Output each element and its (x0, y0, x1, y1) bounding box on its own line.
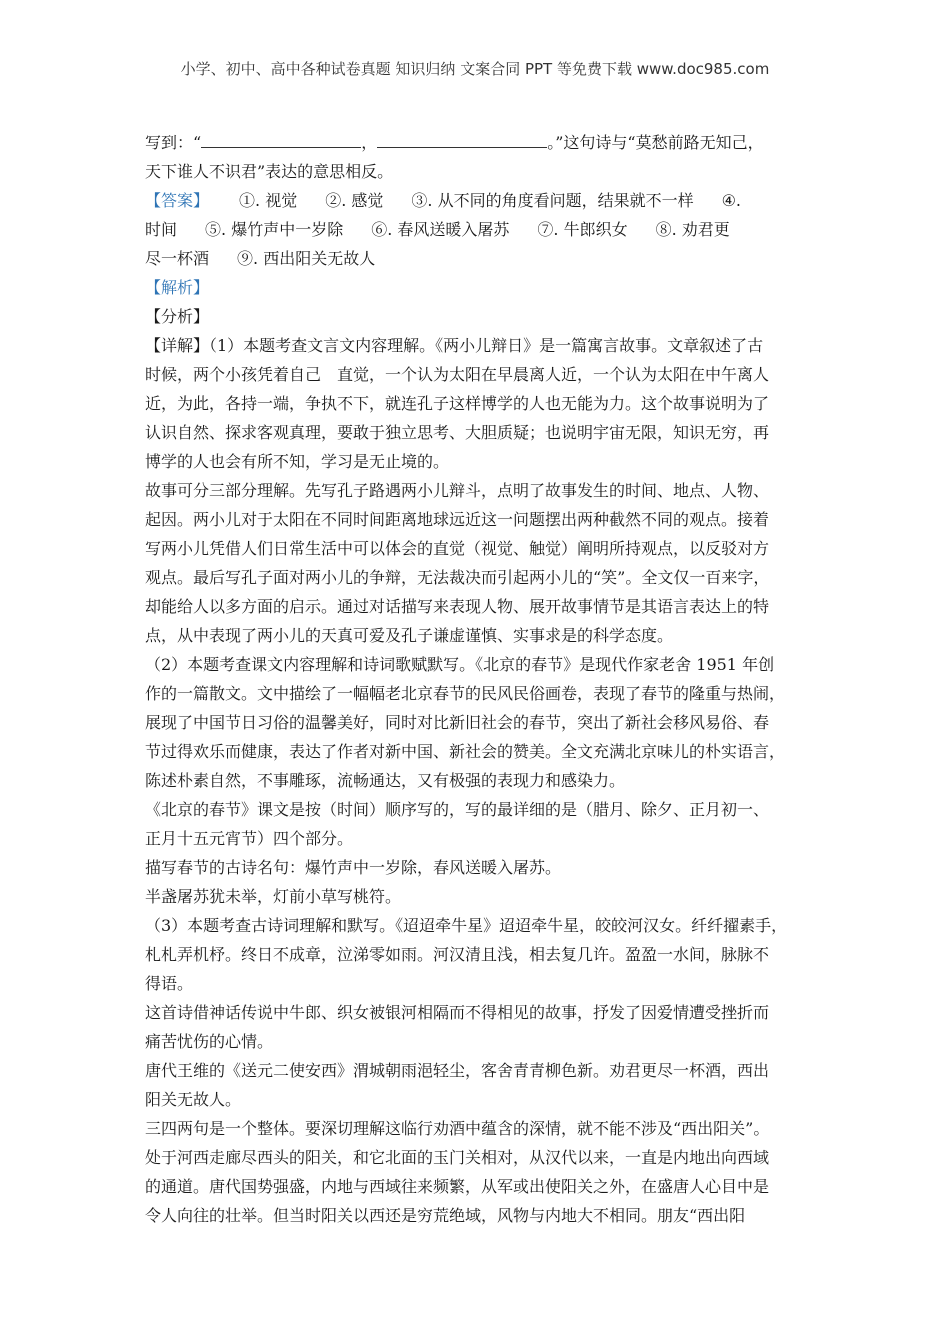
answer-line-2 (145, 215, 810, 244)
question-line-2: 天下谁人不识君”表达的意思相反。 (145, 162, 394, 181)
text-line: 作的一篇散文。文中描绘了一幅幅老北京春节的民风民俗画卷，表现了春节的隆重与热闹， (145, 684, 786, 703)
text-line: 痛苦忧伤的心情。 (145, 1032, 274, 1051)
text-line: 正月十五元宵节）四个部分。 (145, 829, 354, 848)
answer-blank (377, 131, 547, 148)
text-fragment: ， (361, 133, 378, 152)
text-line: 点，从中表现了两小儿的天真可爱及孔子谦虚谨慎、实事求是的科学态度。 (145, 626, 674, 645)
answer-item: 尽一杯酒 (145, 249, 210, 268)
text-line: 这首诗借神话传说中牛郎、织女被银河相隔而不得相见的故事，抒发了因爱情遭受挫折而 (145, 1003, 770, 1022)
text-line: 处于河西走廊尽西头的阳关，和它北面的玉门关相对，从汉代以来，一直是内地出向西域 (145, 1148, 770, 1167)
text-line: 陈述朴素自然，不事雕琢，流畅通达，又有极强的表现力和感染力。 (145, 771, 626, 790)
text-line: 故事可分三部分理解。先写孔子路遇两小儿辩斗，点明了故事发生的时间、地点、人物、 (145, 481, 770, 500)
text-line: 观点。最后写孔子面对两小儿的争辩，无法裁决而引起两小儿的“笑”。全文仅一百来字， (145, 568, 770, 587)
text-line: 《北京的春节》课文是按（时间）顺序写的，写的最详细的是（腊月、除夕、正月初一、 (145, 800, 770, 819)
text-line: 时候，两个小孩凭着自己 直觉，一个认为太阳在早晨离人近，一个认为太阳在中午离人 (145, 365, 770, 384)
answer-label: 【答案】 (145, 191, 210, 210)
text-line: 展现了中国节日习俗的温馨美好，同时对比新旧社会的春节，突出了新社会移风易俗、春 (145, 713, 770, 732)
answer-item: ⑧. 劝君更 (655, 220, 730, 239)
fenxi-label: 【分析】 (145, 307, 210, 326)
answer-item: ⑨. 西出阳关无故人 (237, 249, 376, 268)
answer-line-3 (145, 244, 810, 273)
answer-item: ③. 从不同的角度看问题，结果就不一样 (411, 191, 694, 210)
text-line: 令人向往的壮举。但当时阳关以西还是穷荒绝域，风物与内地大不相同。朋友“西出阳 (145, 1206, 746, 1225)
text-line: 阳关无故人。 (145, 1090, 242, 1109)
answer-line-1 (145, 186, 810, 215)
question-line-1 (145, 128, 810, 157)
answer-item: ②. 感觉 (325, 191, 384, 210)
text-fragment: 。”这句诗与“莫愁前路无知己， (547, 133, 764, 152)
text-line: 描写春节的古诗名句：爆竹声中一岁除，春风送暖入屠苏。 (145, 858, 562, 877)
answer-item: 时间 (145, 220, 178, 239)
text-line: 【详解】（1）本题考查文言文内容理解。《两小儿辩日》是一篇寓言故事。文章叙述了古 (145, 336, 764, 355)
text-line: 认识自然、探求客观真理，要敢于独立思考、大胆质疑；也说明宇宙无限，知识无穷，再 (145, 423, 770, 442)
text-line: 写两小儿凭借人们日常生活中可以体会的直觉（视觉、触觉）阐明所持观点，以反驳对方 (145, 539, 770, 558)
answer-blank (201, 131, 361, 148)
text-line: 札札弄机杼。终日不成章，泣涕零如雨。河汉清且浅，相去复几许。盈盈一水间，脉脉不 (145, 945, 770, 964)
text-line: 却能给人以多方面的启示。通过对话描写来表现人物、展开故事情节是其语言表达上的特 (145, 597, 770, 616)
text-line: 近，为此，各持一端，争执不下，就连孔子这样博学的人也无能为力。这个故事说明为了 (145, 394, 770, 413)
answer-item: ⑥. 春风送暖入屠苏 (371, 220, 510, 239)
text-line: 的通道。唐代国势强盛，内地与西域往来频繁，从军或出使阳关之外，在盛唐人心目中是 (145, 1177, 770, 1196)
text-line: 博学的人也会有所不知，学习是无止境的。 (145, 452, 450, 471)
text-line: 唐代王维的《送元二使安西》渭城朝雨浥轻尘，客舍青青柳色新。劝君更尽一杯酒，西出 (145, 1061, 770, 1080)
answer-item: ①. 视觉 (239, 191, 298, 210)
text-line: （3）本题考查古诗词理解和默写。《迢迢牵牛星》迢迢牵牛星，皎皎河汉女。纤纤擢素手， (145, 916, 788, 935)
text-line: 节过得欢乐而健康，表达了作者对新中国、新社会的赞美。全文充满北京味儿的朴实语言， (145, 742, 786, 761)
text-line: 得语。 (145, 974, 194, 993)
answer-item: ④. (721, 191, 742, 210)
text-fragment: 写到：“ (145, 133, 202, 152)
document-body (145, 128, 810, 1230)
text-line: 半盏屠苏犹未举，灯前小草写桃符。 (145, 887, 402, 906)
text-line: 三四两句是一个整体。要深切理解这临行劝酒中蕴含的深情，就不能不涉及“西出阳关”。 (145, 1119, 770, 1138)
analysis-label: 【解析】 (145, 278, 210, 297)
answer-item: ⑤. 爆竹声中一岁除 (205, 220, 344, 239)
answer-item: ⑦. 牛郎织女 (537, 220, 628, 239)
text-line: 起因。两小儿对于太阳在不同时间距离地球远近这一问题摆出两种截然不同的观点。接着 (145, 510, 770, 529)
page-header-banner: 小学、初中、高中各种试卷真题 知识归纳 文案合同 PPT 等免费下载 www.doc985.com (180, 60, 770, 78)
text-line: （2）本题考查课文内容理解和诗词歌赋默写。《北京的春节》是现代作家老舍 1951 年创 (145, 655, 775, 674)
